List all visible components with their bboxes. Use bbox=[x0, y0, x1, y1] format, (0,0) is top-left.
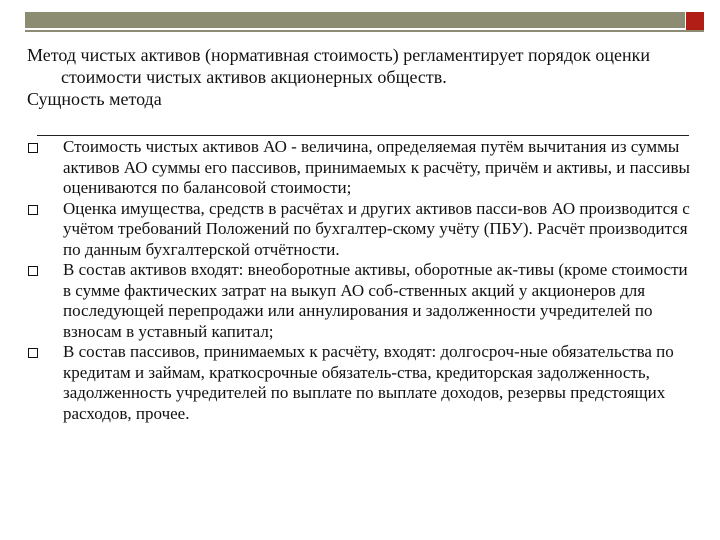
header-underline bbox=[25, 30, 704, 32]
header-bar bbox=[25, 12, 685, 28]
bullet-item bbox=[27, 199, 697, 261]
intro-text: Метод чистых активов (нормативная стоимость) регламентирует порядок оценки стоимости чистых активов акционерных обществ. bbox=[27, 45, 650, 87]
separator-rule bbox=[37, 135, 689, 136]
method-heading: Сущность метода bbox=[27, 89, 162, 109]
bullet-item bbox=[27, 137, 697, 199]
square-bullet-icon bbox=[28, 143, 38, 153]
bullet-list bbox=[27, 137, 697, 424]
square-bullet-icon bbox=[28, 205, 38, 215]
square-bullet-icon bbox=[28, 266, 38, 276]
square-bullet-icon bbox=[28, 348, 38, 358]
bullet-text: В состав пассивов, принимаемых к расчёту, входят: долгосроч-ные обязательства по кредитам и займам, краткосрочные обязатель-ства, кредиторская задолженность, задолженность учредителей по выплате по выплате доходов, резервы предстоящих расходов, прочее. bbox=[63, 342, 674, 423]
bullet-item bbox=[27, 342, 697, 424]
intro-block bbox=[27, 44, 697, 110]
corner-square-decoration bbox=[686, 12, 704, 30]
bullet-text: Оценка имущества, средств в расчётах и других активов пасси-вов АО производится с учётом требований Положений по бухгалтер-скому учёту (ПБУ). Расчёт производится по данным бухгалтерской отчётности. bbox=[63, 198, 690, 259]
bullet-text: Стоимость чистых активов АО - величина, определяемая путём вычитания из суммы активов АО суммы его пассивов, принимаемых к расчёту, причём и активы, и пассивы оцениваются по балансовой стоимости; bbox=[63, 137, 690, 197]
bullet-item bbox=[27, 260, 697, 342]
bullet-text: В состав активов входят: внеоборотные активы, оборотные ак-тивы (кроме стоимости в сумме фактических затрат на выкуп АО соб-ственных акций у акционеров для последующей перепродажи или аннулирования и задолженности учредителей по взносам в уставный капитал; bbox=[63, 260, 688, 341]
